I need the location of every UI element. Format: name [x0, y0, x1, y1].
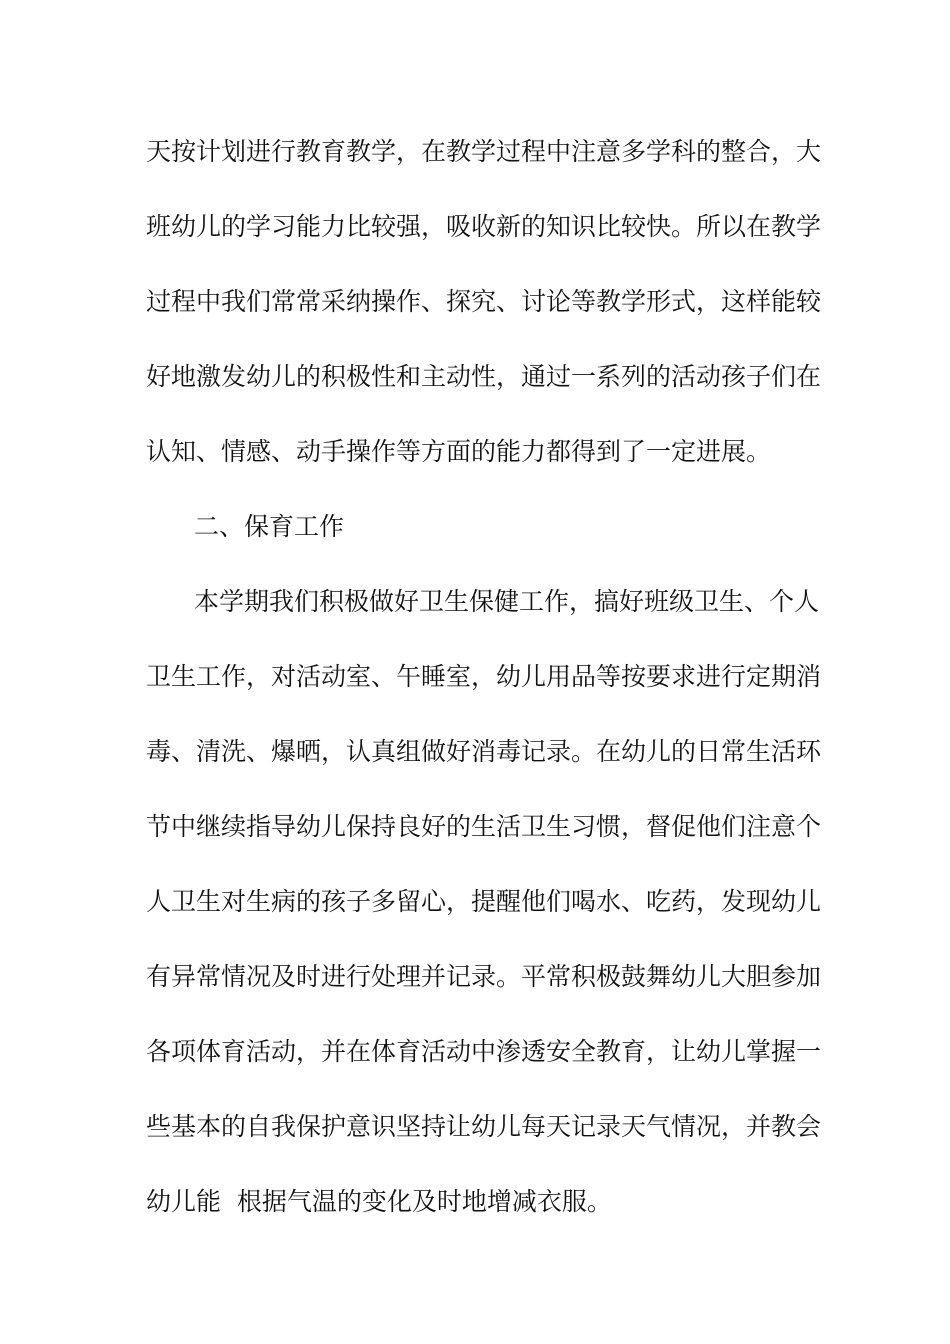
- text-line-5: 认知、情感、动手操作等方面的能力都得到了一定进展。: [146, 437, 772, 466]
- text-line-2: 班幼儿的学习能力比较强，吸收新的知识比较快。所以在教学: [146, 212, 822, 241]
- text-line-13: 各项体育活动，并在体育活动中渗透安全教育，让幼儿掌握一: [146, 1037, 822, 1066]
- text-line-11: 人卫生对生病的孩子多留心，提醒他们喝水、吃药，发现幼儿: [146, 887, 822, 916]
- section-heading: 二、保育工作: [194, 512, 345, 541]
- text-line-7: 本学期我们积极做好卫生保健工作，搞好班级卫生、个人: [194, 587, 820, 616]
- text-line-1: 天按计划进行教育教学，在教学过程中注意多学科的整合，大: [146, 137, 822, 166]
- text-line-15: 幼儿能 根据气温的变化及时地增减衣服。: [146, 1187, 612, 1216]
- text-line-3: 过程中我们常常采纳操作、探究、讨论等教学形式，这样能较: [146, 287, 822, 316]
- text-line-14: 些基本的自我保护意识坚持让幼儿每天记录天气情况，并教会: [146, 1112, 822, 1141]
- text-line-9: 毒、清洗、爆晒，认真组做好消毒记录。在幼儿的日常生活环: [146, 737, 822, 766]
- text-line-8: 卫生工作，对活动室、午睡室，幼儿用品等按要求进行定期消: [146, 662, 822, 691]
- text-line-12: 有异常情况及时进行处理并记录。平常积极鼓舞幼儿大胆参加: [146, 962, 822, 991]
- text-line-4: 好地激发幼儿的积极性和主动性，通过一系列的活动孩子们在: [146, 362, 822, 391]
- text-line-10: 节中继续指导幼儿保持良好的生活卫生习惯，督促他们注意个: [146, 812, 822, 841]
- body-text: [146, 126, 822, 1251]
